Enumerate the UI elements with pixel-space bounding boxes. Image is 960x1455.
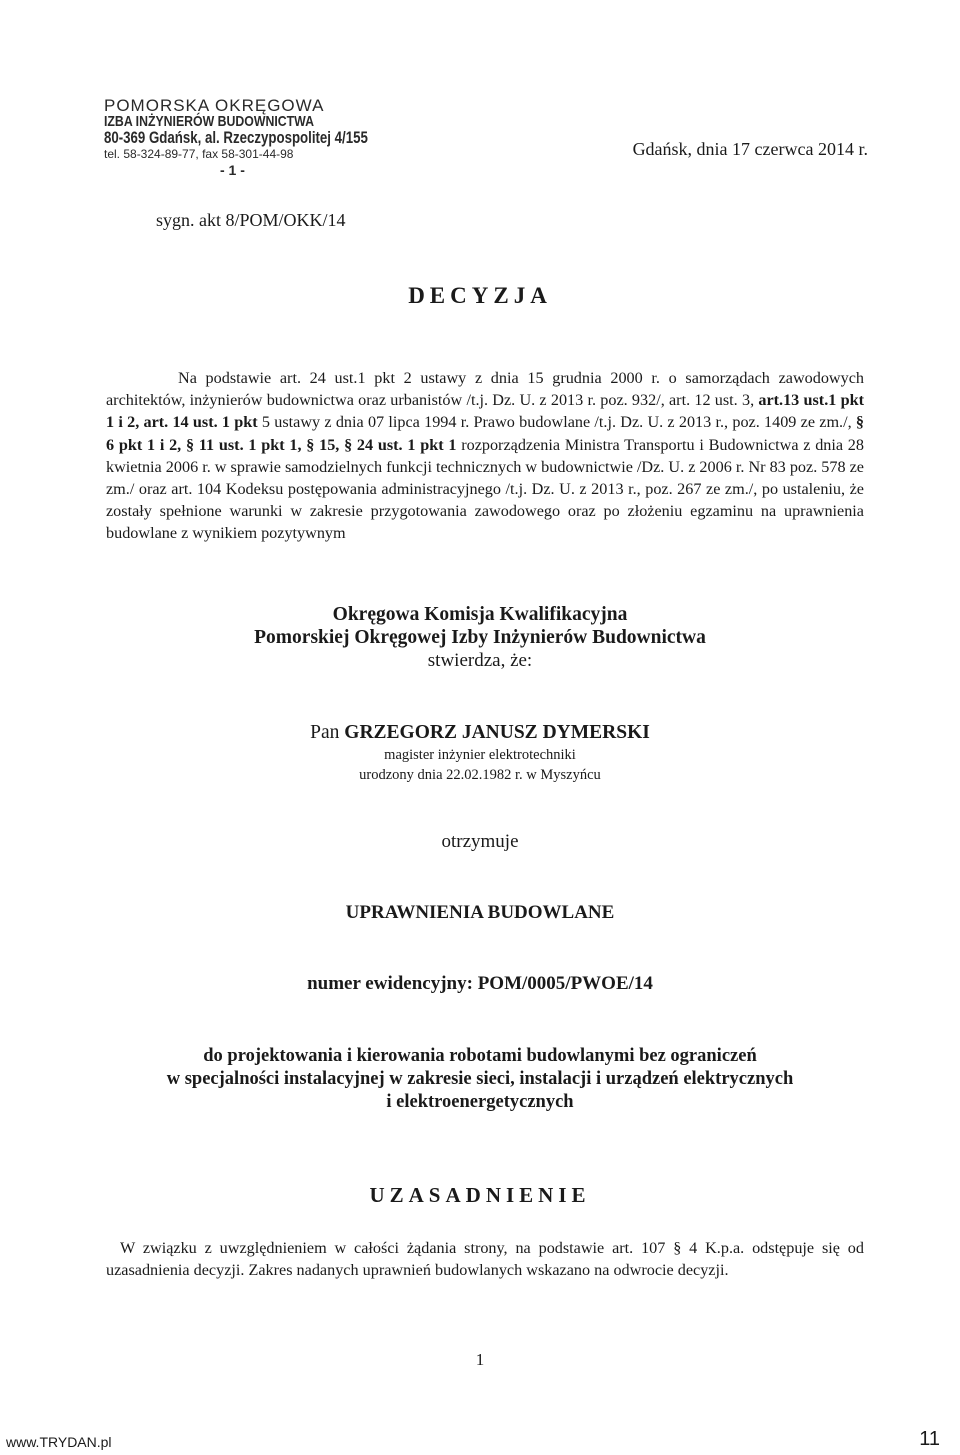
- scope-line-3: i elektroenergetycznych: [386, 1092, 574, 1112]
- justification-text: [106, 1237, 864, 1281]
- city-date: Gdańsk, dnia 17 czerwca 2014 r.: [632, 139, 868, 159]
- legal-bold-2: § 6 pkt 1 i 2, § 11 ust. 1 pkt 1, § 15, § 24 ust. 1 pkt 1: [106, 413, 864, 454]
- receives-label: otrzymuje: [441, 831, 519, 852]
- person-birth: urodzony dnia 22.02.1982 r. w Myszyńcu: [359, 767, 601, 783]
- legal-bold-1: art.13 ust.1 pkt 1 i 2, art. 14 ust. 1 pkt: [106, 391, 864, 432]
- person-prefix: Pan: [310, 722, 345, 743]
- stamp-line-4: tel. 58-324-89-77, fax 58-301-44-98: [104, 147, 294, 161]
- registration-number: numer ewidencyjny: POM/0005/PWOE/14: [307, 973, 653, 994]
- justification-paragraph: W związku z uwzględnieniem w całości żądania strony, na podstawie art. 107 § 4 K.p.a. odstępuje się od uzasadnienia decyzji. Zakres nadanych uprawnień budowlanych wskazano na odwrocie decyzji.: [106, 1239, 864, 1279]
- stamp-line-5: - 1 -: [220, 162, 245, 178]
- legal-text-2: 5 ustawy z dnia 07 lipca 1994 r. Prawo budowlane /t.j. Dz. U. z 2013 r., poz. 1409 ze zm./,: [257, 413, 856, 432]
- scope-line-2: w specjalności instalacyjnej w zakresie sieci, instalacji i urządzeń elektrycznych: [166, 1069, 794, 1089]
- stamp-line-2: IZBA INŻYNIERÓW BUDOWNICTWA: [104, 113, 314, 130]
- footer-page-number: 11: [919, 1428, 940, 1450]
- commission-line-2: Pomorskiej Okręgowej Izby Inżynierów Budownictwa: [254, 627, 706, 648]
- states-that: stwierdza, że:: [427, 650, 533, 671]
- page-number: 1: [475, 1350, 485, 1369]
- stamp-line-3: 80-369 Gdańsk, al. Rzeczypospolitej 4/155: [104, 128, 368, 147]
- commission-name: [0, 603, 960, 649]
- commission-line-1: Okręgowa Komisja Kwalifikacyjna: [332, 604, 628, 625]
- justification-title: UZASADNIENIE: [369, 1183, 591, 1207]
- license-scope: [0, 1045, 960, 1114]
- legal-basis: [106, 367, 864, 545]
- person-degree: magister inżynier elektrotechniki: [384, 747, 576, 763]
- legal-basis-paragraph: [106, 367, 864, 545]
- person-full-name: GRZEGORZ JANUSZ DYMERSKI: [344, 722, 650, 743]
- scope-line-1: do projektowania i kierowania robotami budowlanymi bez ograniczeń: [203, 1046, 757, 1066]
- footer-website: www.TRYDAN.pl: [6, 1434, 112, 1450]
- person-name: [0, 722, 960, 744]
- license-title: UPRAWNIENIA BUDOWLANE: [345, 902, 615, 923]
- document-title: DECYZJA: [408, 283, 552, 308]
- legal-text-1: Na podstawie art. 24 ust.1 pkt 2 ustawy z dnia 15 grudnia 2000 r. o samorządach zawodowych architektów, inżynierów budownictwa oraz urbanistów /t.j. Dz. U. z 2013 r. poz. 932/, art. 12 ust. 3,: [106, 369, 864, 410]
- issuer-stamp: [104, 98, 374, 178]
- legal-text-3: rozporządzenia Ministra Transportu i Budownictwa z dnia 28 kwietnia 2006 r. w sprawie samodzielnych funkcji technicznych w budownictwie /Dz. U. z 2006 r. Nr 83 poz. 578 ze zm./ oraz art. 104 Kodeksu postępowania administracyjnego /t.j. Dz. U. z 2013 r., poz. 267 ze zm./, po ustaleniu, że zostały spełnione warunki w zakresie przygotowania zawodowego oraz po złożeniu egzaminu na uprawnienia budowlane z wynikiem pozytywnym: [106, 435, 864, 543]
- stamp-line-1: POMORSKA OKRĘGOWA: [104, 96, 325, 115]
- case-reference: sygn. akt 8/POM/OKK/14: [156, 210, 346, 230]
